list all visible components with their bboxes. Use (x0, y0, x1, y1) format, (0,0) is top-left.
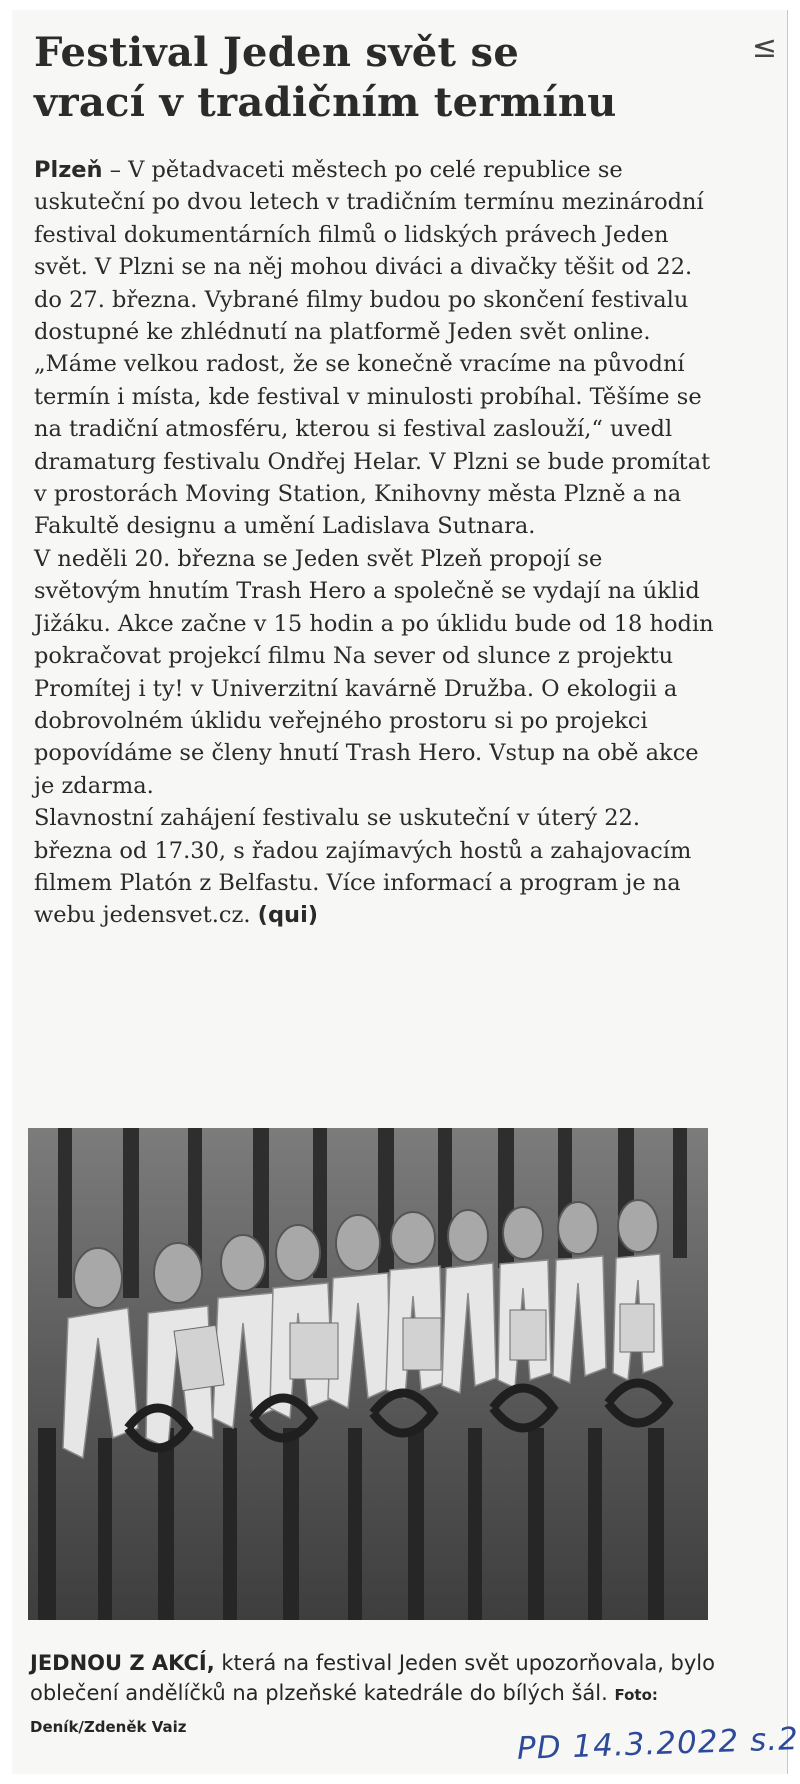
paragraph-3: V neděli 20. března se Jeden svět Plzeň propojí se světovým hnutím Trash Hero a společně se vydají na úklid Jižáku. Akce začne v 15 hodin a po úklidu bude od 18 hodin pokračovat projekcí filmu Na sever od slunce z projektu Promítej i ty! v Univerzitní kavárně Družba. O ekologii a dobrovolném úklidu veřejného prostoru si po projekci popovídáme se členy hnutí Trash Hero. Vstup na obě akce je zdarma. (34, 545, 714, 799)
paragraph-1 (34, 154, 714, 348)
photo-credit: Foto: Deník/Zdeněk Vaiz (30, 1686, 658, 1736)
cathedral-railing-photo (28, 1128, 708, 1620)
dateline-city: Plzeň (34, 157, 103, 183)
article-headline (34, 28, 724, 128)
corner-mark: ≤ (751, 30, 777, 65)
paragraph-4 (34, 802, 714, 932)
author-tag: (qui) (257, 902, 319, 929)
paragraph-4-text: Slavnostní zahájení festivalu se uskuteční v úterý 22. března od 17.30, s řadou zajímavých hostů a zahajovacím filmem Platón z Belfastu. Více informací a program je na webu jedensvet.cz. (34, 805, 692, 929)
handwritten-archive-note: PD 14.3.2022 s.2 (516, 1721, 800, 1767)
paragraph-1-text: – V pětadvaceti městech po celé republice se uskuteční po dvou letech v tradičním termínu mezinárodní festival dokumentárních filmů o lidských právech Jeden svět. V Plzni se na něj mohou diváci a divačky těšit od 22. do 27. března. Vybrané filmy budou po skončení festivalu dostupné ke zhlédnutí na platformě Jeden svět online. (34, 157, 704, 346)
caption-lead: JEDNOU Z AKCÍ, (30, 1651, 215, 1675)
headline-line-2: vrací v tradičním termínu (34, 79, 617, 126)
article-body (34, 154, 714, 932)
article-photo (28, 1128, 708, 1620)
caption-text: která na festival Jeden svět upozorňovala, bylo oblečení andělíčků na plzeňské katedrále do bílých šál. (30, 1651, 715, 1705)
newspaper-clipping (12, 10, 800, 1774)
paragraph-2: „Máme velkou radost, že se konečně vracíme na původní termín i místa, kde festival v minulosti probíhal. Těšíme se na tradiční atmosféru, kterou si festival zaslouží,“ uvedl dramaturg festivalu Ondřej Helar. V Plzni se bude promítat v prostorách Moving Station, Knihovny města Plzně a na Fakultě designu a umění Ladislava Sutnara. (34, 351, 711, 540)
headline-line-1: Festival Jeden svět se (34, 29, 520, 76)
